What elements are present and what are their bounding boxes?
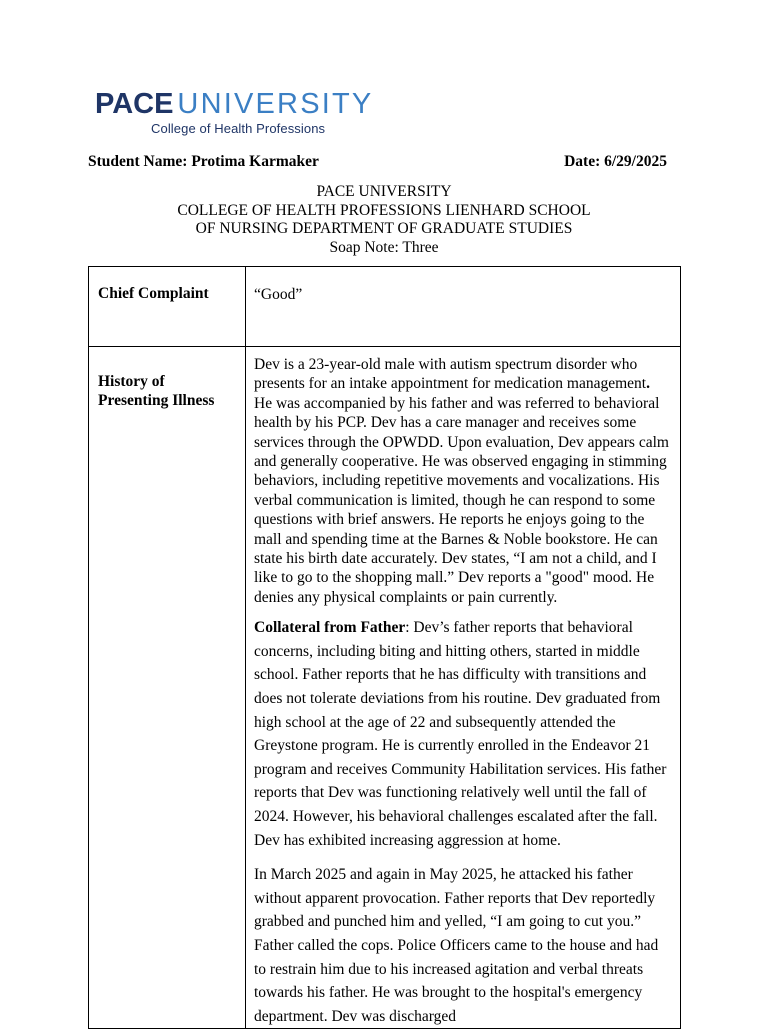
collateral-text: : Dev’s father reports that behavioral concerns, including biting and hitting others, started in middle school. Father reports that he has difficulty with transitions and does not tolerate deviations from his routine. Dev graduated from high school at the age of 22 and subsequently attended the Greystone program. He is currently enrolled in the Endeavor 21 program and receives Community Habilitation services. His father reports that Dev was functioning relatively well until the fall of 2024. However, his behavioral challenges escalated after the fall. Dev has exhibited increasing aggression at home. bbox=[254, 619, 667, 849]
collateral-heading: Collateral from Father bbox=[254, 619, 406, 637]
chief-complaint-value: “Good” bbox=[246, 267, 681, 347]
hpi-paragraph-1-text-b: He was accompanied by his father and was referred to behavioral health by his PCP. Dev has a care manager and receives some services through the OPWDD. Upon evaluation, Dev appears calm and generally cooperative. He was observed engaging in stimming behaviors, including repetitive movements and vocalizations. His verbal communication is limited, though he can respond to some questions with brief answers. He reports he enjoys going to the mall and spending time at the Barnes & Noble bookstore. He can state his birth date accurately. Dev states, “I am not a child, and I like to go to the shopping mall.” Dev reports a "good" mood. He denies any physical complaints or pain currently. bbox=[254, 394, 669, 606]
note-date: Date: 6/29/2025 bbox=[564, 153, 667, 170]
title-line-university: PACE UNIVERSITY bbox=[316, 183, 452, 200]
document-title-block bbox=[0, 183, 768, 257]
title-line-college: COLLEGE OF HEALTH PROFESSIONS LIENHARD SCHOOL bbox=[177, 201, 591, 219]
logo-brand-bold: PACE bbox=[95, 88, 174, 120]
chief-complaint-label: Chief Complaint bbox=[89, 267, 246, 347]
chief-complaint-row bbox=[89, 267, 681, 347]
hpi-paragraph-1 bbox=[254, 355, 670, 607]
hpi-row bbox=[89, 347, 681, 1029]
hpi-content bbox=[246, 347, 681, 1029]
hpi-paragraph-3: In March 2025 and again in May 2025, he attacked his father without apparent provocation. Father reports that Dev reportedly grabbed and punched him and yelled, “I am going to cut you.” Father called the cops. Police Officers came to the house and had to restrain him due to his increased agitation and verbal threats towards his father. He was brought to the hospital's emergency department. Dev was discharged bbox=[254, 866, 659, 1025]
pace-university-logo bbox=[95, 88, 375, 140]
logo-subtitle: College of Health Professions bbox=[151, 121, 326, 136]
hpi-paragraph-1-text-a: Dev is a 23-year-old male with autism spectrum disorder who presents for an intake appointment for medication management bbox=[254, 356, 647, 393]
hpi-paragraph-1-bold-period: . bbox=[646, 375, 650, 393]
title-line-department: OF NURSING DEPARTMENT OF GRADUATE STUDIES bbox=[195, 220, 573, 237]
logo-wordmark bbox=[95, 88, 373, 120]
hpi-paragraph-collateral bbox=[254, 616, 670, 852]
hpi-label: History of Presenting Illness bbox=[89, 347, 246, 1029]
student-name: Student Name: Protima Karmaker bbox=[88, 153, 319, 170]
title-line-soap-note: Soap Note: Three bbox=[329, 238, 439, 256]
logo-brand-light: UNIVERSITY bbox=[177, 88, 374, 120]
soap-note-table bbox=[88, 266, 681, 1029]
